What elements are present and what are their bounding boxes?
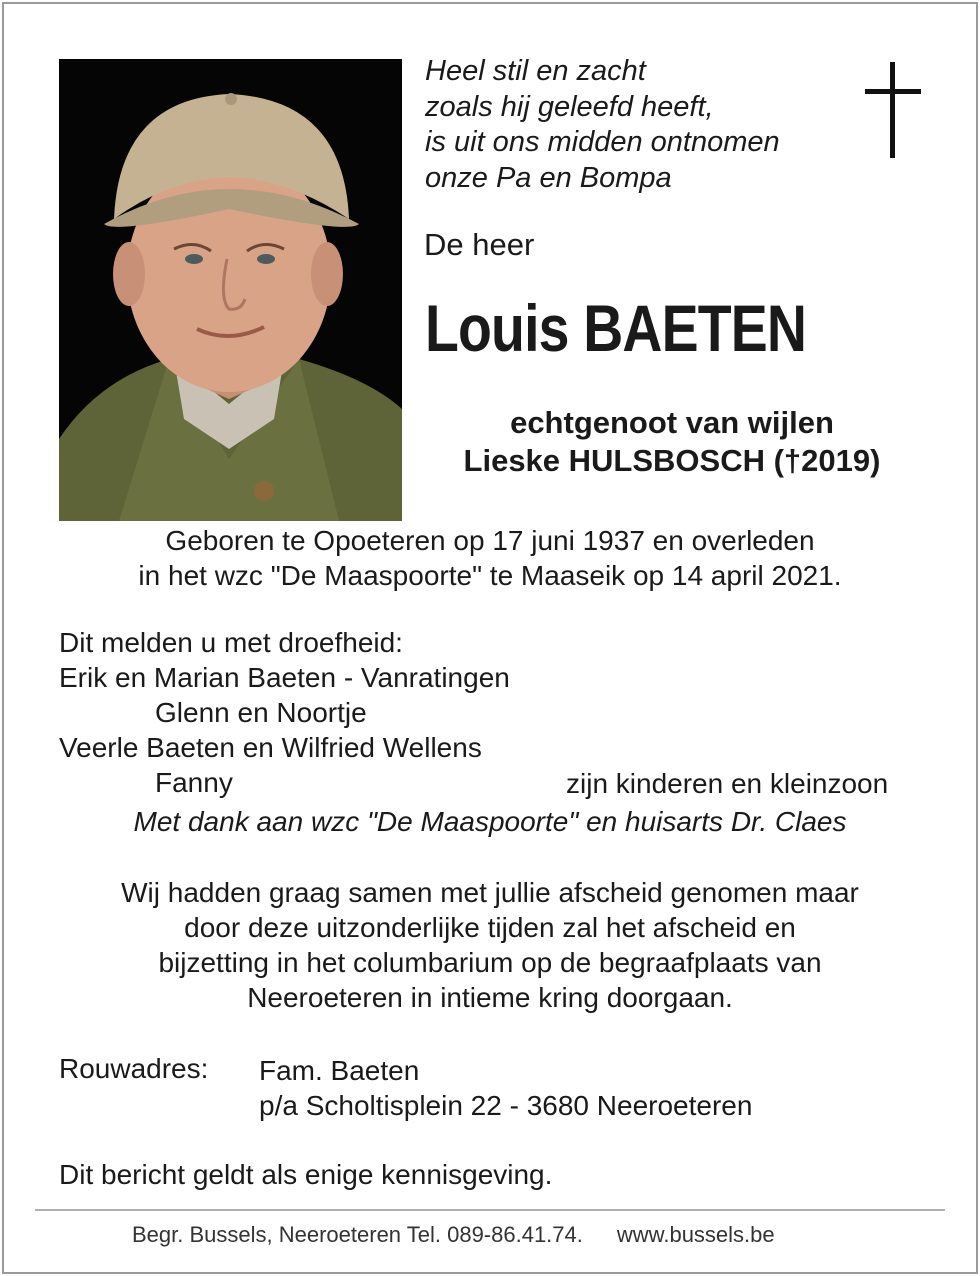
spouse-info xyxy=(402,404,942,480)
farewell-line: bijzetting in het columbarium op de begraafplaats van xyxy=(158,947,822,978)
footer-divider xyxy=(35,1209,945,1211)
family-line: Erik en Marian Baeten - Vanratingen xyxy=(59,662,510,693)
address-label: Rouwadres: xyxy=(59,1053,209,1084)
farewell-line: Wij hadden graag samen met jullie afscheid genomen maar xyxy=(121,877,859,908)
deceased-name: Louis BAETEN xyxy=(425,291,807,365)
poem-line: zoals hij geleefd heeft, xyxy=(425,90,714,123)
family-line: Veerle Baeten en Wilfried Wellens xyxy=(59,732,482,763)
family-line: Glenn en Noortje xyxy=(155,697,367,728)
spouse-line: Lieske HULSBOSCH (†2019) xyxy=(463,443,881,478)
poem-line: Heel stil en zacht xyxy=(425,55,646,87)
thanks-line: Met dank aan wzc "De Maaspoorte" en huisarts Dr. Claes xyxy=(133,806,847,837)
farewell-line: Neeroeteren in intieme kring doorgaan. xyxy=(247,982,733,1013)
address-line: Fam. Baeten xyxy=(259,1055,420,1086)
farewell-line: door deze uitzonderlijke tijden zal het afscheid en xyxy=(184,912,796,943)
website-link[interactable]: www.bussels.be xyxy=(616,1222,775,1247)
poem-line: is uit ons midden ontnomen xyxy=(425,126,780,158)
spouse-line: echtgenoot van wijlen xyxy=(510,405,834,440)
notice-line: Dit bericht geldt als enige kennisgeving. xyxy=(59,1159,553,1190)
born-line: in het wzc "De Maaspoorte" te Maaseik op 14 april 2021. xyxy=(138,560,842,591)
birth-death-info xyxy=(0,523,980,593)
family-intro: Dit melden u met droefheid: xyxy=(59,627,403,658)
born-line: Geboren te Opoeteren op 17 juni 1937 en overleden xyxy=(165,525,815,556)
poem-line: onze Pa en Bompa xyxy=(425,161,672,194)
address xyxy=(259,1053,752,1123)
undertaker-info: Begr. Bussels, Neeroeteren Tel. 089-86.41.74. xyxy=(132,1222,583,1247)
cross-icon xyxy=(863,62,923,165)
poem xyxy=(425,54,780,196)
farewell-paragraph xyxy=(0,875,980,1015)
family-line: Fanny xyxy=(155,767,233,798)
footer xyxy=(132,1222,775,1248)
family-relation: zijn kinderen en kleinzoon xyxy=(566,768,889,799)
address-line: p/a Scholtisplein 22 - 3680 Neeroeteren xyxy=(259,1090,753,1121)
portrait-photo xyxy=(59,59,402,521)
family-list xyxy=(59,625,510,800)
salutation: De heer xyxy=(424,227,535,262)
